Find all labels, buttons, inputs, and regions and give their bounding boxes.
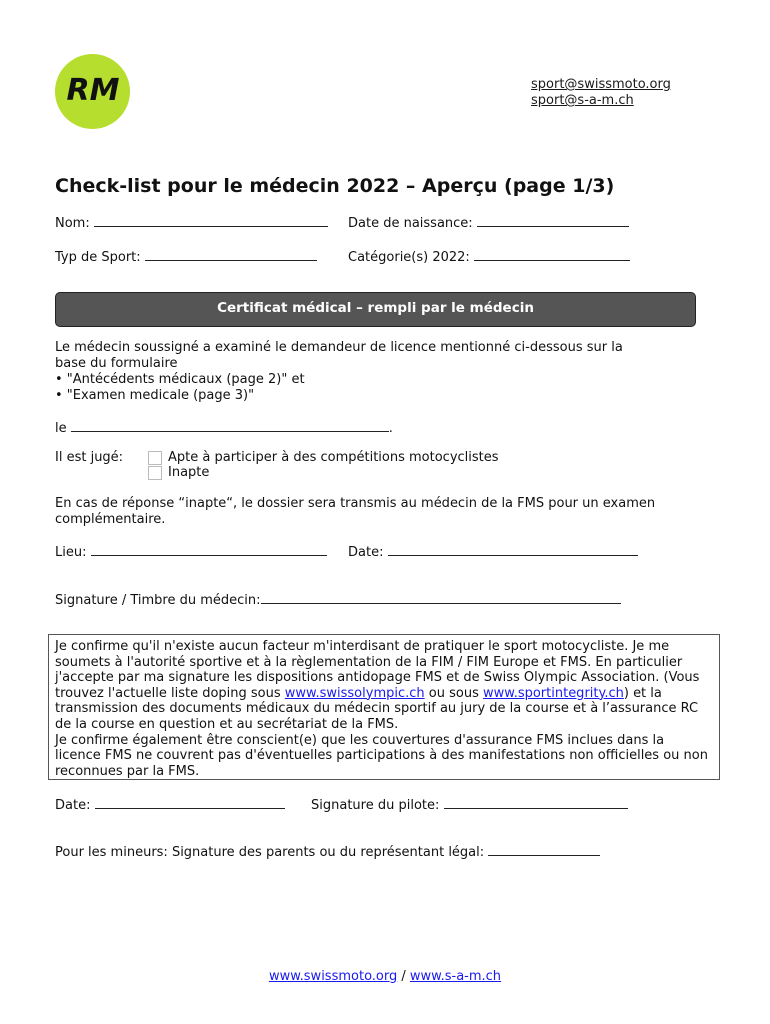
field-lieu bbox=[55, 542, 327, 560]
intro-line-1: Le médecin soussigné a examiné le demandeur de licence mentionné ci-dessous sur la bbox=[55, 340, 623, 355]
field-signature-medecin bbox=[55, 590, 621, 608]
declaration-text-1: Je confirme qu'il n'existe aucun facteur m'interdisant de pratiquer le sport motocycliste. Je me soumets à l'autorité sportive et à la règlementation de la FIM / FIM Europe et FMS. En particulier j'accepte par ma signature les dispositions antidopage FMS et de Swiss Olympic Association. (Vous trouvez l'actuelle liste doping sous bbox=[55, 639, 700, 701]
field-date-label: Date: bbox=[348, 545, 384, 560]
intro-paragraph bbox=[55, 340, 715, 404]
declaration-text-4: Je confirme également être conscient(e) que les couvertures d'assurance FMS inclues dans la licence FMS ne couvrent pas d'éventuelles participations à des manifestations non officielles ou non reconnues par la FMS. bbox=[55, 732, 708, 779]
email-link-2[interactable]: sport@s-a-m.ch bbox=[531, 93, 634, 108]
intro-bullet-1: • "Antécédents médicaux (page 2)" et bbox=[55, 372, 305, 387]
field-date-naissance-label: Date de naissance: bbox=[348, 216, 473, 231]
field-date-line[interactable] bbox=[388, 542, 638, 556]
inapte-note: En cas de réponse “inapte“, le dossier sera transmis au médecin de la FMS pour un examen complémentaire. bbox=[55, 496, 656, 527]
field-categories-label: Catégorie(s) 2022: bbox=[348, 250, 470, 265]
field-mineurs bbox=[55, 842, 600, 860]
footer-links bbox=[0, 969, 770, 984]
field-mineurs-label: Pour les mineurs: Signature des parents ou du représentant légal: bbox=[55, 845, 485, 860]
field-date-pilote-label: Date: bbox=[55, 798, 91, 813]
field-date-naissance bbox=[348, 213, 629, 231]
field-typ-sport bbox=[55, 247, 317, 265]
field-signature-pilote bbox=[311, 795, 628, 813]
field-le-line[interactable] bbox=[71, 418, 389, 432]
footer-separator: / bbox=[397, 969, 410, 984]
field-lieu-line[interactable] bbox=[91, 542, 327, 556]
field-date-naissance-line[interactable] bbox=[477, 213, 629, 227]
field-signature-medecin-label: Signature / Timbre du médecin: bbox=[55, 593, 261, 608]
rm-logo bbox=[55, 54, 130, 129]
link-swissolympic[interactable]: www.swissolympic.ch bbox=[284, 685, 425, 701]
intro-line-2: base du formulaire bbox=[55, 356, 178, 371]
field-signature-medecin-line[interactable] bbox=[261, 590, 621, 604]
field-le-suffix: . bbox=[388, 421, 393, 436]
field-nom bbox=[55, 213, 328, 231]
option-apte-label: Apte à participer à des compétitions motocyclistes bbox=[168, 450, 499, 465]
section-banner: Certificat médical – rempli par le médecin bbox=[55, 292, 696, 327]
rm-logo-graphic bbox=[55, 54, 130, 129]
field-categories bbox=[348, 247, 630, 265]
field-le bbox=[55, 418, 393, 436]
checkbox-inapte[interactable] bbox=[148, 466, 162, 480]
logo-text: RM bbox=[66, 73, 120, 108]
judged-label: Il est jugé: bbox=[55, 450, 124, 465]
intro-bullet-2: • "Examen medicale (page 3)" bbox=[55, 388, 255, 403]
checkbox-apte[interactable] bbox=[148, 451, 162, 465]
field-nom-label: Nom: bbox=[55, 216, 90, 231]
footer-link-sam[interactable]: www.s-a-m.ch bbox=[409, 969, 502, 984]
declaration-box bbox=[48, 634, 720, 780]
declaration-text-3: ) et la transmission des documents médicaux du médecin sportif au jury de la course et à l’assurance RC de la course en question et au secrétariat de la FMS. bbox=[55, 685, 699, 732]
link-sportintegrity[interactable]: www.sportintegrity.ch bbox=[482, 685, 624, 701]
field-signature-pilote-line[interactable] bbox=[444, 795, 628, 809]
email-link-1[interactable]: sport@swissmoto.org bbox=[531, 77, 671, 92]
field-date-pilote-line[interactable] bbox=[95, 795, 285, 809]
field-nom-line[interactable] bbox=[94, 213, 328, 227]
footer-link-swissmoto[interactable]: www.swissmoto.org bbox=[268, 969, 398, 984]
field-mineurs-line[interactable] bbox=[488, 842, 600, 856]
field-typ-sport-line[interactable] bbox=[145, 247, 317, 261]
option-inapte[interactable] bbox=[148, 465, 209, 480]
field-date bbox=[348, 542, 638, 560]
contact-emails bbox=[531, 77, 671, 109]
option-apte[interactable] bbox=[148, 450, 499, 465]
field-le-label: le bbox=[55, 421, 67, 436]
field-typ-sport-label: Typ de Sport: bbox=[55, 250, 141, 265]
field-categories-line[interactable] bbox=[474, 247, 630, 261]
document-title: Check-list pour le médecin 2022 – Aperçu (page 1/3) bbox=[55, 175, 615, 197]
declaration-text-2: ou sous bbox=[424, 685, 483, 701]
field-signature-pilote-label: Signature du pilote: bbox=[311, 798, 440, 813]
field-lieu-label: Lieu: bbox=[55, 545, 87, 560]
field-date-pilote bbox=[55, 795, 285, 813]
option-inapte-label: Inapte bbox=[168, 465, 210, 480]
